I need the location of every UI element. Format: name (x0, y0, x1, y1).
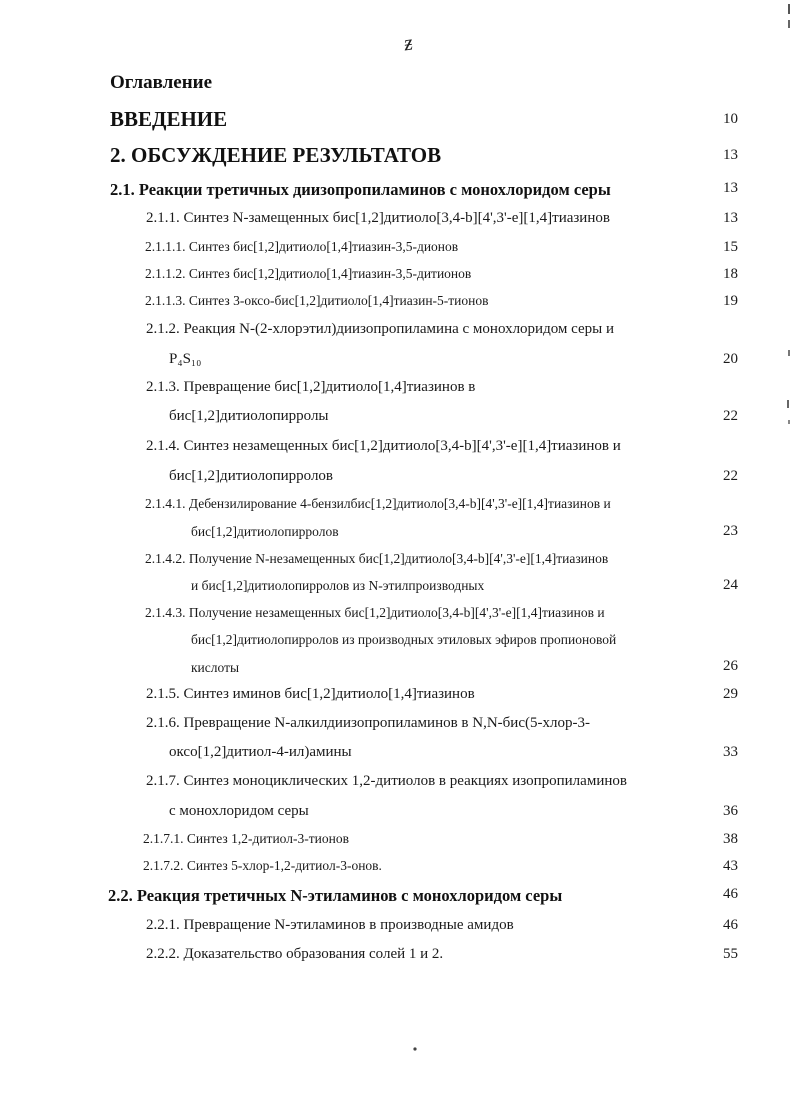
toc-entry-page: 22 (723, 468, 738, 484)
toc-entry-page: 15 (723, 239, 738, 255)
toc-entry-page: 43 (723, 858, 738, 874)
toc-entry-text-cont: бис[1,2]дитиолопирролов из производных этиловых эфиров пропионовой (191, 632, 617, 647)
toc-entry-text-cont: с монохлоридом серы (169, 803, 309, 819)
toc-entry-text: 2.1.4.3. Получение незамещенных бис[1,2]дитиоло[3,4-b][4',3'-e][1,4]тиазинов и (145, 605, 605, 620)
toc-entry-page: 26 (723, 658, 738, 674)
toc-entry-page: 18 (723, 266, 738, 282)
toc-entry-text: 2.1.5. Синтез иминов бис[1,2]дитиоло[1,4]тиазинов (146, 686, 475, 702)
toc-entry-page: 38 (723, 831, 738, 847)
toc-entry-page: 55 (723, 946, 738, 962)
toc-entry-page: 10 (723, 111, 738, 127)
toc-entry-text: 2.1.1.2. Синтез бис[1,2]дитиоло[1,4]тиазин-3,5-дитионов (145, 266, 472, 281)
toc-entry-page: 23 (723, 523, 738, 539)
toc-entry-text-cont: P₄S₁₀ (169, 351, 202, 367)
handwritten-page-mark: ƶ (402, 29, 415, 56)
toc-entry-text: 2.2. Реакция третичных N-этиламинов с монохлоридом серы (108, 886, 563, 905)
toc-entry-text-cont: бис[1,2]дитиолопирролы (169, 408, 329, 424)
toc-entry-text: 2.1.4. Синтез незамещенных бис[1,2]дитиоло[3,4-b][4',3'-e][1,4]тиазинов и (146, 438, 621, 454)
toc-entry-text: 2.2.2. Доказательство образования солей 1 и 2. (146, 946, 444, 962)
toc-entry-text: 2.1.1.1. Синтез бис[1,2]дитиоло[1,4]тиазин-3,5-дионов (145, 239, 459, 254)
toc-entry-text: ВВЕДЕНИЕ (110, 107, 228, 131)
toc-entry-page: 20 (723, 351, 738, 367)
toc-entry-text: 2.2.1. Превращение N-этиламинов в производные амидов (146, 917, 514, 933)
scan-speck-marks (774, 0, 794, 1094)
toc-entry-text-cont: и бис[1,2]дитиолопирролов из N-этилпроизводных (191, 578, 485, 593)
toc-entry-page: 19 (723, 293, 738, 309)
toc-entry-text: 2.1.2. Реакция N-(2-хлорэтил)диизопропиламина с монохлоридом серы и (146, 321, 615, 337)
toc-entry-text-cont: бис[1,2]дитиолопирролов (169, 468, 334, 484)
toc-entry-text: 2.1.3. Превращение бис[1,2]дитиоло[1,4]тиазинов в (146, 379, 476, 395)
toc-entry-page: 22 (723, 408, 738, 424)
toc-entry-page: 33 (723, 744, 738, 760)
toc-entry-page: 24 (723, 577, 738, 593)
toc-entry-page: 13 (723, 147, 738, 163)
toc-entry-text-cont: бис[1,2]дитиолопирролов (191, 524, 339, 539)
toc-entry-text: 2.1.6. Превращение N-алкилдиизопропиламинов в N,N-бис(5-хлор-3- (146, 715, 590, 731)
toc-entry-text: 2.1. Реакции третичных диизопропиламинов с монохлоридом серы (110, 180, 611, 199)
toc-entry-page: 13 (723, 210, 738, 226)
scan-dot (410, 1045, 420, 1053)
toc-entry-page: 46 (723, 917, 738, 933)
toc-entry-page: 46 (723, 886, 738, 902)
toc-entry-text: 2.1.1. Синтез N-замещенных бис[1,2]дитиоло[3,4-b][4',3'-e][1,4]тиазинов (146, 210, 610, 226)
toc-entry-page: 36 (723, 803, 738, 819)
toc-entry-text: 2.1.7.1. Синтез 1,2-дитиол-3-тионов (143, 831, 349, 846)
toc-entry-text: 2.1.4.1. Дебензилирование 4-бензилбис[1,2]дитиоло[3,4-b][4',3'-e][1,4]тиазинов и (145, 496, 611, 511)
toc-entry-text-cont: оксо[1,2]дитиол-4-ил)амины (169, 744, 352, 760)
toc-entry-page: 29 (723, 686, 738, 702)
toc-entry-text: 2. ОБСУЖДЕНИЕ РЕЗУЛЬТАТОВ (110, 143, 442, 167)
toc-title: Оглавление (110, 72, 213, 93)
toc-entry-text: 2.1.7.2. Синтез 5-хлор-1,2-дитиол-3-онов. (143, 858, 382, 873)
toc-entry-text-cont: кислоты (191, 660, 240, 675)
toc-entry-text: 2.1.4.2. Получение N-незамещенных бис[1,2]дитиоло[3,4-b][4',3'-e][1,4]тиазинов (145, 551, 609, 566)
toc-entry-page: 13 (723, 180, 738, 196)
toc-entry-text: 2.1.1.3. Синтез 3-оксо-бис[1,2]дитиоло[1,4]тиазин-5-тионов (145, 293, 489, 308)
toc-entry-text: 2.1.7. Синтез моноциклических 1,2-дитиолов в реакциях изопропиламинов (146, 773, 627, 789)
